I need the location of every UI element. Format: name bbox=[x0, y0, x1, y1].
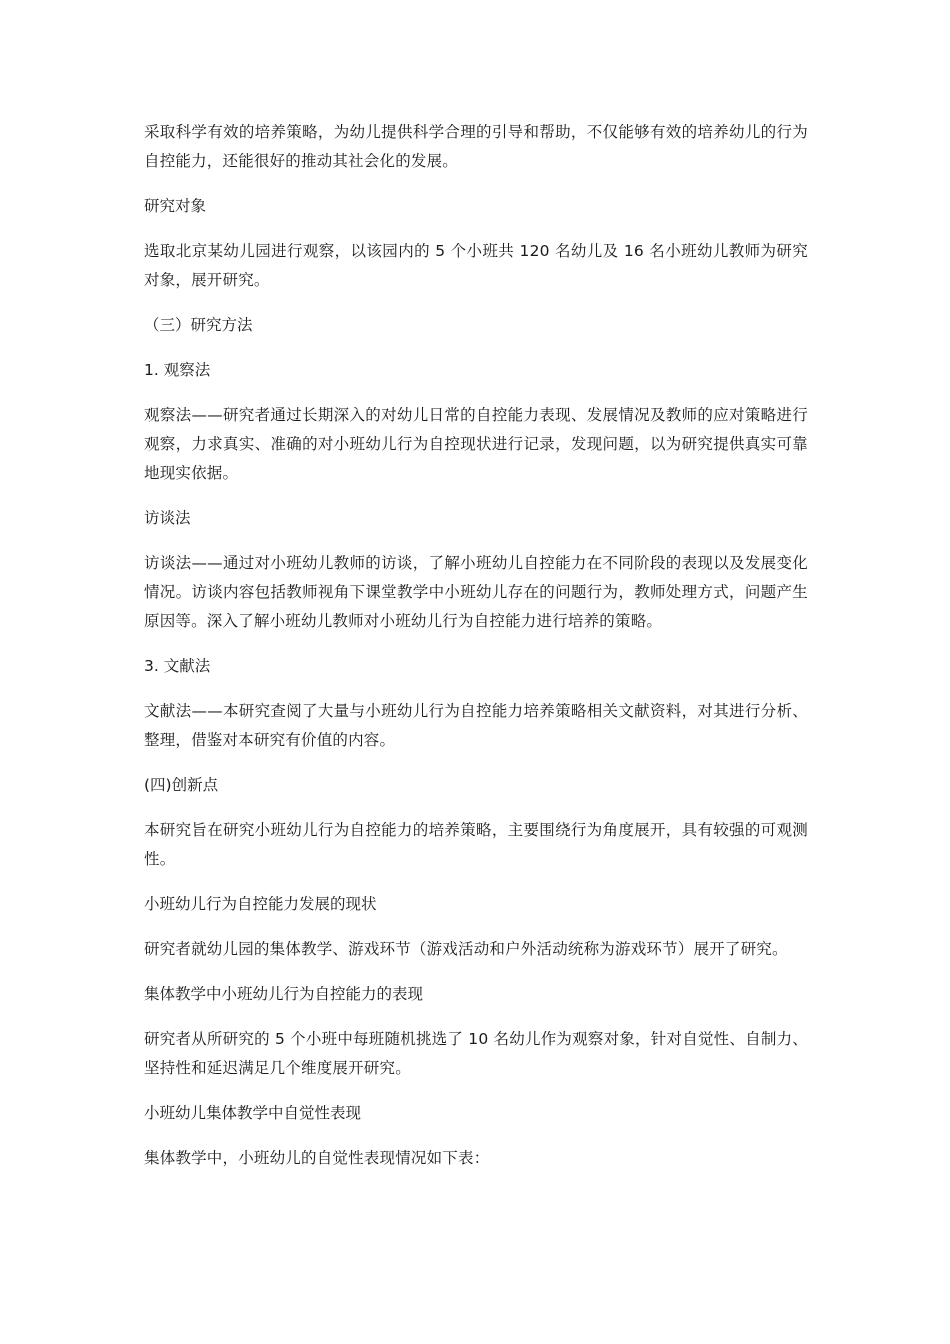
paragraph-group-teaching: 研究者从所研究的 5 个小班中每班随机挑选了 10 名幼儿作为观察对象，针对自觉性、自制力、坚持性和延迟满足几个维度展开研究。 bbox=[144, 1030, 808, 1077]
paragraph-literature-method: 文献法——本研究查阅了大量与小班幼儿行为自控能力培养策略相关文献资料，对其进行分析、整理，借鉴对本研究有价值的内容。 bbox=[144, 702, 808, 749]
document-page bbox=[144, 118, 808, 1189]
paragraph-research-subjects: 选取北京某幼儿园进行观察，以该园内的 5 个小班共 120 名幼儿及 16 名小班幼儿教师为研究对象，展开研究。 bbox=[144, 242, 808, 289]
heading-group-teaching: 集体教学中小班幼儿行为自控能力的表现 bbox=[144, 985, 424, 1003]
heading-research-methods: （三）研究方法 bbox=[144, 316, 253, 334]
heading-research-subjects: 研究对象 bbox=[144, 197, 207, 215]
paragraph-innovation: 本研究旨在研究小班幼儿行为自控能力的培养策略，主要围绕行为角度展开，具有较强的可观测性。 bbox=[144, 821, 808, 868]
heading-observation-method: 1. 观察法 bbox=[144, 361, 211, 379]
paragraph-current-status: 研究者就幼儿园的集体教学、游戏环节（游戏活动和户外活动统称为游戏环节）展开了研究。 bbox=[144, 940, 788, 958]
heading-literature-method: 3. 文献法 bbox=[144, 657, 211, 675]
heading-current-status: 小班幼儿行为自控能力发展的现状 bbox=[144, 895, 377, 913]
paragraph-observation-method: 观察法——研究者通过长期深入的对幼儿日常的自控能力表现、发展情况及教师的应对策略进行观察，力求真实、准确的对小班幼儿行为自控现状进行记录，发现问题，以为研究提供真实可靠地现实依据。 bbox=[144, 406, 808, 482]
paragraph-interview-method: 访谈法——通过对小班幼儿教师的访谈，了解小班幼儿自控能力在不同阶段的表现以及发展变化情况。访谈内容包括教师视角下课堂教学中小班幼儿存在的问题行为，教师处理方式，问题产生原因等。深入了解小班幼儿教师对小班幼儿行为自控能力进行培养的策略。 bbox=[144, 554, 808, 630]
paragraph-self-consciousness: 集体教学中，小班幼儿的自觉性表现情况如下表： bbox=[144, 1149, 490, 1167]
heading-innovation: (四)创新点 bbox=[144, 776, 219, 794]
heading-self-consciousness: 小班幼儿集体教学中自觉性表现 bbox=[144, 1104, 362, 1122]
paragraph-intro: 采取科学有效的培养策略，为幼儿提供科学合理的引导和帮助，不仅能够有效的培养幼儿的行为自控能力，还能很好的推动其社会化的发展。 bbox=[144, 123, 808, 170]
heading-interview-method: 访谈法 bbox=[144, 509, 191, 527]
